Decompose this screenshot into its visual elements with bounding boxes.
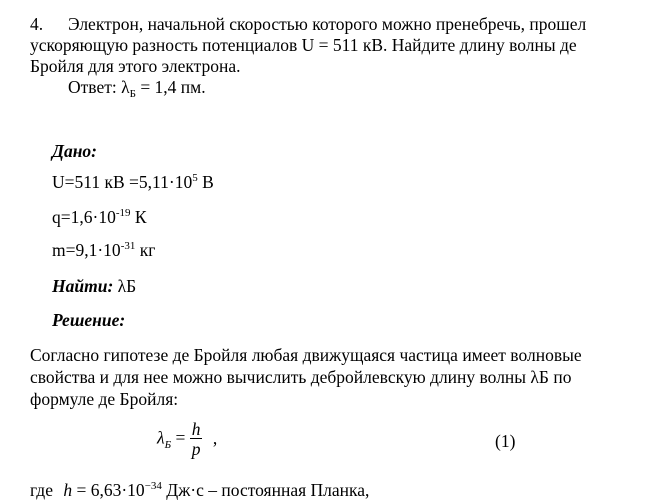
voltage-exponent: 5: [192, 172, 198, 184]
charge-exponent: -19: [115, 207, 131, 219]
mass-unit: кг: [135, 240, 156, 260]
formula-equals: =: [171, 427, 190, 448]
answer-value: = 1,4 пм.: [135, 77, 206, 97]
mass-value: m=9,1·10: [52, 240, 121, 260]
planck-line: [30, 480, 369, 503]
solution-heading: Решение:: [52, 310, 126, 330]
problem-text-line-1: Электрон, начальной скоростью которого можно пренебречь, прошел: [68, 14, 587, 34]
planck-value: = 6,63·10: [72, 480, 145, 500]
voltage-unit: В: [197, 172, 214, 192]
planck-exponent: −34: [144, 480, 162, 492]
formula-numerator: h: [191, 419, 201, 439]
find-label: Найти:: [52, 276, 114, 296]
problem-number: 4.: [30, 14, 44, 34]
charge-value: q=1,6·10: [52, 207, 116, 227]
charge-unit: К: [130, 207, 147, 227]
find-value: λБ: [113, 276, 137, 296]
given-heading: Дано:: [52, 141, 97, 161]
given-voltage: [52, 172, 214, 195]
answer-symbol: λ: [121, 77, 130, 97]
formula-comma: ,: [212, 427, 218, 448]
formula-subscript: Б: [164, 438, 172, 451]
given-charge: [52, 207, 147, 230]
formula-denominator: p: [191, 439, 201, 459]
find-line: [52, 276, 136, 296]
solution-text-line-1: Согласно гипотезе де Бройля любая движущаяся частица имеет волновые: [30, 345, 582, 365]
problem-text-line-2: ускоряющую разность потенциалов U = 511 кВ. Найдите длину волны де: [30, 35, 577, 55]
formula-fraction: [190, 420, 203, 459]
solution-text-line-2: свойства и для нее можно вычислить дебройлевскую длину волны λБ по: [30, 367, 572, 387]
de-broglie-formula: [157, 420, 217, 459]
mass-exponent: -31: [120, 240, 136, 252]
formula-lambda: λ: [157, 427, 165, 448]
solution-text-line-3: формуле де Бройля:: [30, 389, 179, 409]
planck-symbol: h: [63, 480, 73, 500]
formula-number: (1): [495, 431, 516, 451]
problem-text-line-3: Бройля для этого электрона.: [30, 56, 241, 76]
planck-text: Дж·с – постоянная Планка,: [161, 480, 370, 500]
answer-line: [68, 77, 206, 100]
given-mass: [52, 240, 155, 263]
answer-label: Ответ:: [68, 77, 117, 97]
where-word: где: [30, 480, 53, 500]
answer-subscript: Б: [129, 88, 136, 100]
voltage-value: U=511 кВ =5,11·10: [52, 172, 193, 192]
